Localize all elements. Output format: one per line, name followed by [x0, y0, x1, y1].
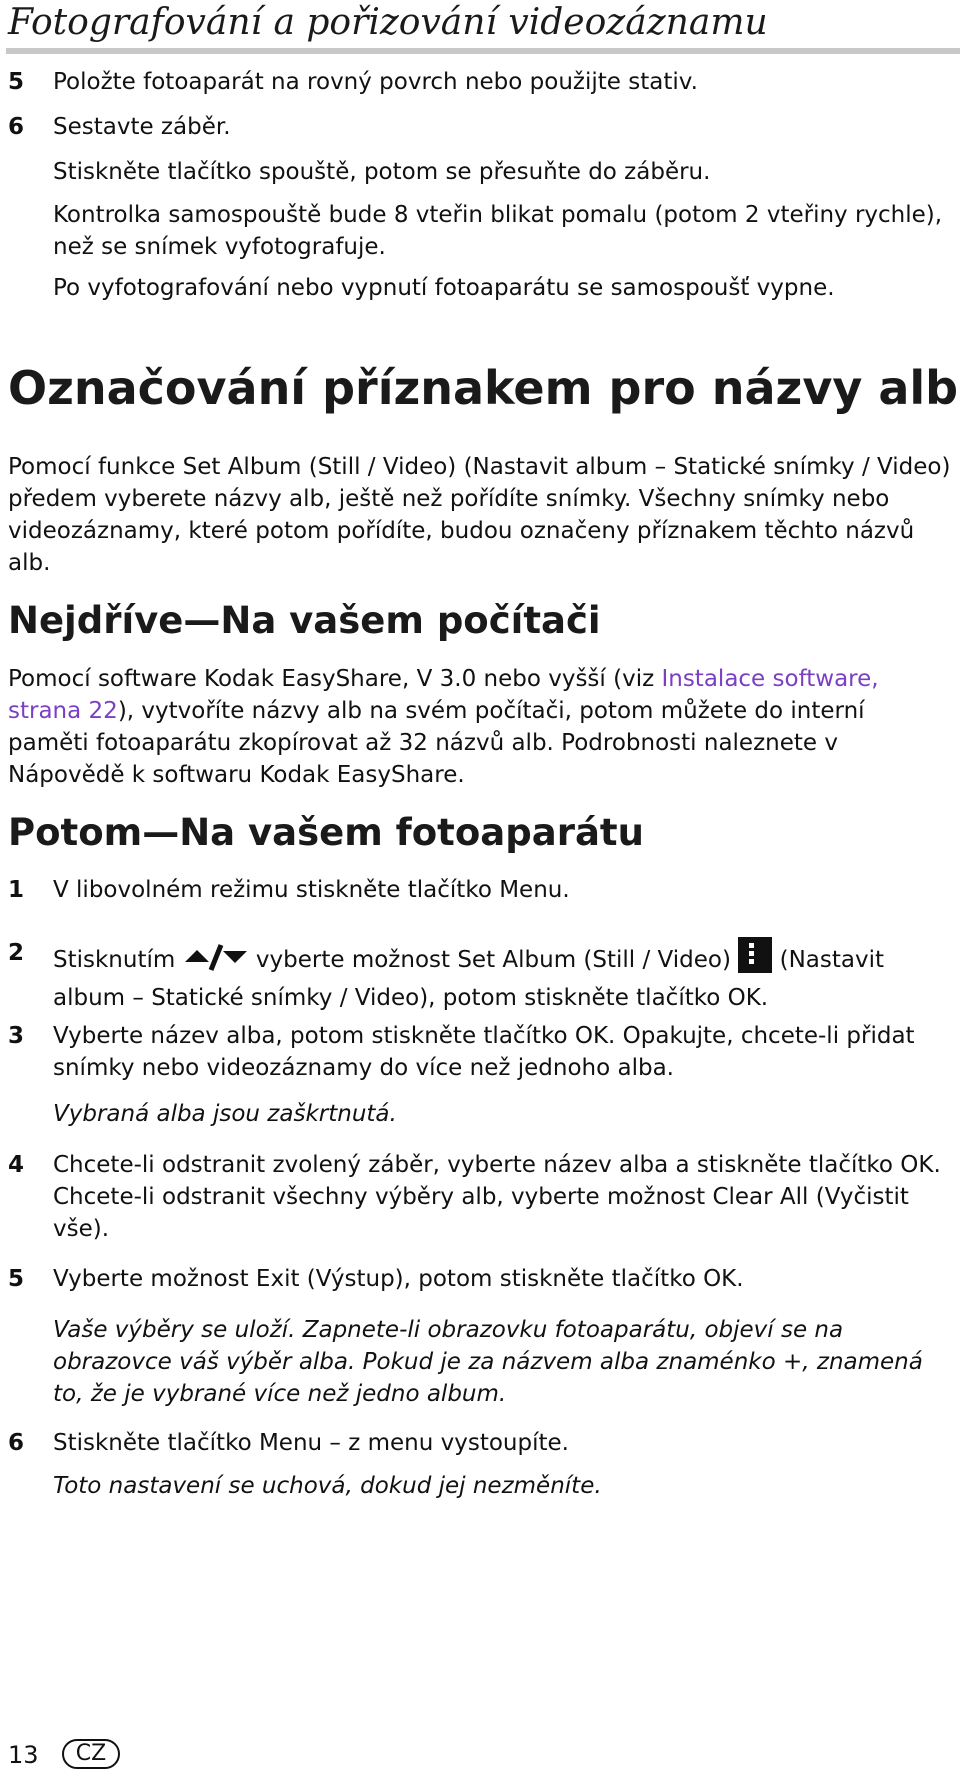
computer-text-before: Pomocí software Kodak EasyShare, V 3.0 nebo vyšší (viz	[8, 666, 662, 692]
step-2-text-c: (Nastavit album – Statické snímky / Video), potom stiskněte tlačítko OK.	[53, 947, 884, 1011]
album-icon	[738, 937, 772, 982]
step-3-note: Vybraná alba jsou zaškrtnutá.	[53, 1101, 397, 1127]
language-badge: CZ	[62, 1739, 120, 1769]
step-text: Vyberte název alba, potom stiskněte tlačítko OK. Opakujte, chcete-li přidat snímky nebo videozáznamy do více než jednoho alba.	[53, 1023, 915, 1081]
section-heading: Označování příznakem pro názvy alb	[8, 361, 959, 415]
install-software-link[interactable]: Instalace software, strana 22	[8, 666, 879, 724]
step-number: 6	[8, 1430, 25, 1456]
step-text: Vyberte možnost Exit (Výstup), potom stiskněte tlačítko OK.	[53, 1266, 744, 1292]
step-text: Chcete-li odstranit zvolený záběr, vyberte název alba a stiskněte tlačítko OK. Chcete-li odstranit všechny výběry alb, vyberte možnost Clear All (Vyčistit vše).	[53, 1152, 941, 1242]
step-text: Položte fotoaparát na rovný povrch nebo použijte stativ.	[53, 69, 698, 95]
step-text: V libovolném režimu stiskněte tlačítko Menu.	[53, 877, 570, 903]
section-intro: Pomocí funkce Set Album (Still / Video) (Nastavit album – Statické snímky / Video) předem vyberete názvy alb, ještě než pořídíte snímky. Všechny snímky nebo videozáznamy, které potom pořídíte, budou označeny příznakem těchto názvů alb.	[8, 454, 951, 576]
step-text	[53, 937, 953, 1014]
step-6-note: Toto nastavení se uchová, dokud jej nezměníte.	[53, 1473, 602, 1499]
page-title: Fotografování a pořizování videozáznamu	[8, 2, 768, 43]
step-5-note: Vaše výběry se uloží. Zapnete-li obrazovku fotoaparátu, objeví se na obrazovce váš výběr alba. Pokud je za názvem alba znaménko +, znamená to, že je vybrané více než jedno album.	[53, 1317, 923, 1407]
self-timer-instruction: Stiskněte tlačítko spouště, potom se přesuňte do záběru.	[53, 159, 711, 185]
subsection-heading-camera: Potom—Na vašem fotoaparátu	[8, 811, 644, 854]
step-text: Sestavte záběr.	[53, 114, 231, 140]
step-number: 5	[8, 69, 25, 95]
computer-paragraph	[8, 663, 952, 791]
step-2-text-b: vyberte možnost Set Album (Still / Video)	[255, 947, 731, 973]
step-number: 6	[8, 114, 25, 140]
step-number: 1	[8, 877, 25, 903]
step-number: 4	[8, 1152, 25, 1178]
step-number: 3	[8, 1023, 25, 1049]
step-2-text-a: Stisknutím	[53, 947, 176, 973]
self-timer-off-info: Po vyfotografování nebo vypnutí fotoaparátu se samospoušť vypne.	[53, 275, 835, 301]
step-number: 2	[8, 940, 25, 966]
self-timer-blink-info: Kontrolka samospouště bude 8 vteřin blikat pomalu (potom 2 vteřiny rychle), než se snímek vyfotografuje.	[53, 202, 943, 260]
step-text: Stiskněte tlačítko Menu – z menu vystoupíte.	[53, 1430, 569, 1456]
subsection-heading-computer: Nejdříve—Na vašem počítači	[8, 599, 601, 642]
computer-text-after: ), vytvoříte názvy alb na svém počítači, potom můžete do interní paměti fotoaparátu zkopírovat až 32 názvů alb. Podrobnosti naleznete v Nápovědě k softwaru Kodak EasyShare.	[8, 698, 865, 788]
page-number: 13	[8, 1741, 39, 1769]
step-number: 5	[8, 1266, 25, 1292]
title-divider	[6, 48, 960, 54]
up-down-arrows-icon	[183, 943, 249, 982]
